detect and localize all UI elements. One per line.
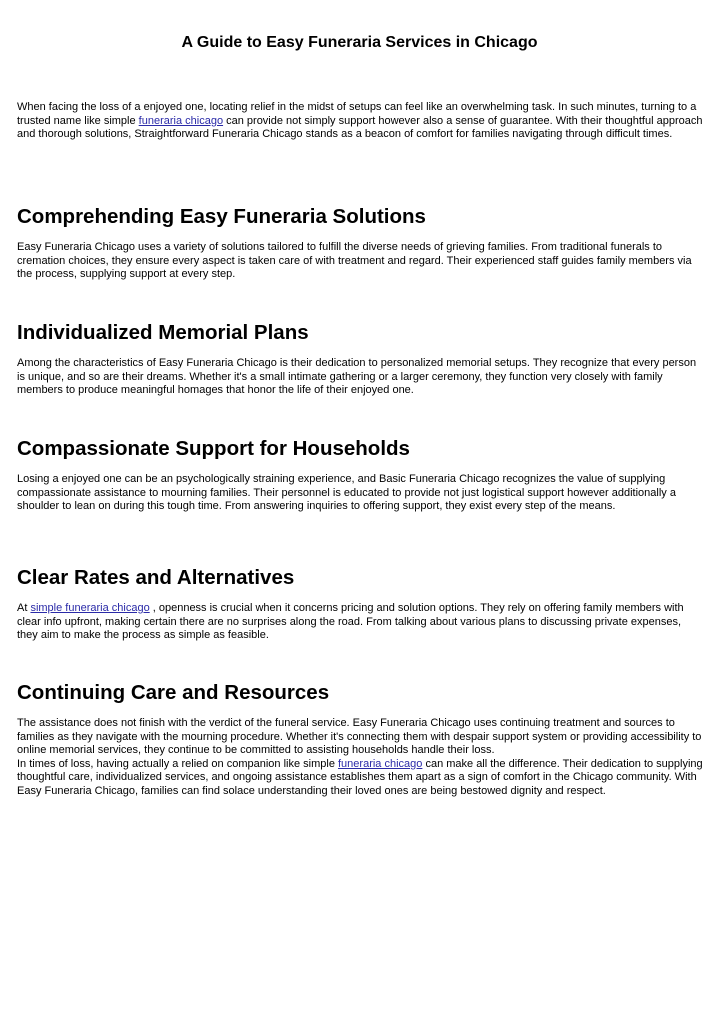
section-heading: Continuing Care and Resources [17,681,330,704]
section-body: Losing a enjoyed one can be an psychologically straining experience, and Basic Funeraria Chicago recognizes the value of supplying compassionate assistance to mourning families. Their personnel is educated to provide not just logistical support however additionally a shoulder to lean on during this tough time. From answering inquiries to offering support, they exist every step of the means. [17,473,676,513]
funeraria-chicago-link-closing[interactable]: funeraria chicago [338,757,423,770]
section-heading: Individualized Memorial Plans [17,321,309,344]
section-comprehending-solutions [17,204,703,282]
section-body: Among the characteristics of Easy Funeraria Chicago is their dedication to personalized memorial setups. They recognize that every person is unique, and so are their dreams. Whether it's a small intimate gathering or a larger ceremony, they function very closely with family members to produce meaningful homages that honor the life of their enjoyed one. [17,357,697,397]
section-text-after-link: , openness is crucial when it concerns pricing and solution options. They rely on offering family members with clear info upfront, making certain there are no surprises along the road. From talking about various plans to discussing private expenses, they aim to make the process as simple as feasible. [17,602,684,642]
funeraria-chicago-link[interactable]: funeraria chicago [138,114,224,127]
intro-paragraph [17,101,703,142]
section-body: Easy Funeraria Chicago uses a variety of solutions tailored to fulfill the diverse needs of grieving families. From traditional funerals to cremation choices, they ensure every aspect is taken care of with treatment and regard. Their experienced staff guides family members via the process, supplying support at every step. [17,241,692,281]
intro-text-before-link: When facing the loss of a enjoyed one, locating relief in the midst of setups can feel like an overwhelming task. In such minutes, turning to a trusted name like simple [17,101,697,127]
section-body: The assistance does not finish with the verdict of the funeral service. Easy Funeraria Chicago uses continuing treatment and sources to families as they navigate with the mourning procedure. Whether it's connecting them with despair support system or providing accessibility to online memorial services, they continue to be committed to assisting households handle their loss. [17,717,702,757]
section-body [17,602,703,643]
section-individualized-plans [17,320,703,398]
section-heading: Comprehending Easy Funeraria Solutions [17,205,426,228]
simple-funeraria-chicago-link[interactable]: simple funeraria chicago [30,602,150,614]
section-compassionate-support [17,436,703,514]
section-continuing-care [17,680,703,799]
section-text-before-link: At [17,602,31,614]
closing-text-after-link: can make all the difference. Their dedication to supplying thoughtful care, individualized services, and ongoing assistance establishes them apart as a sign of comfort in the Chicago community. With Easy Funeraria Chicago, families can find solace understanding their loved ones are being bestowed dignity and respect. [17,757,703,797]
section-heading: Clear Rates and Alternatives [17,566,295,589]
page-title: A Guide to Easy Funeraria Services in Chicago [181,34,538,51]
intro-text-after-link: can provide not simply support however also a sense of guarantee. With their thoughtful approach and thorough solutions, Straightforward Funeraria Chicago stands as a beacon of comfort for families navigating through difficult times. [17,114,703,141]
section-clear-rates [17,565,703,643]
section-heading: Compassionate Support for Households [17,437,410,460]
closing-paragraph [17,758,703,799]
closing-text-before-link: In times of loss, having actually a relied on companion like simple [17,757,338,770]
